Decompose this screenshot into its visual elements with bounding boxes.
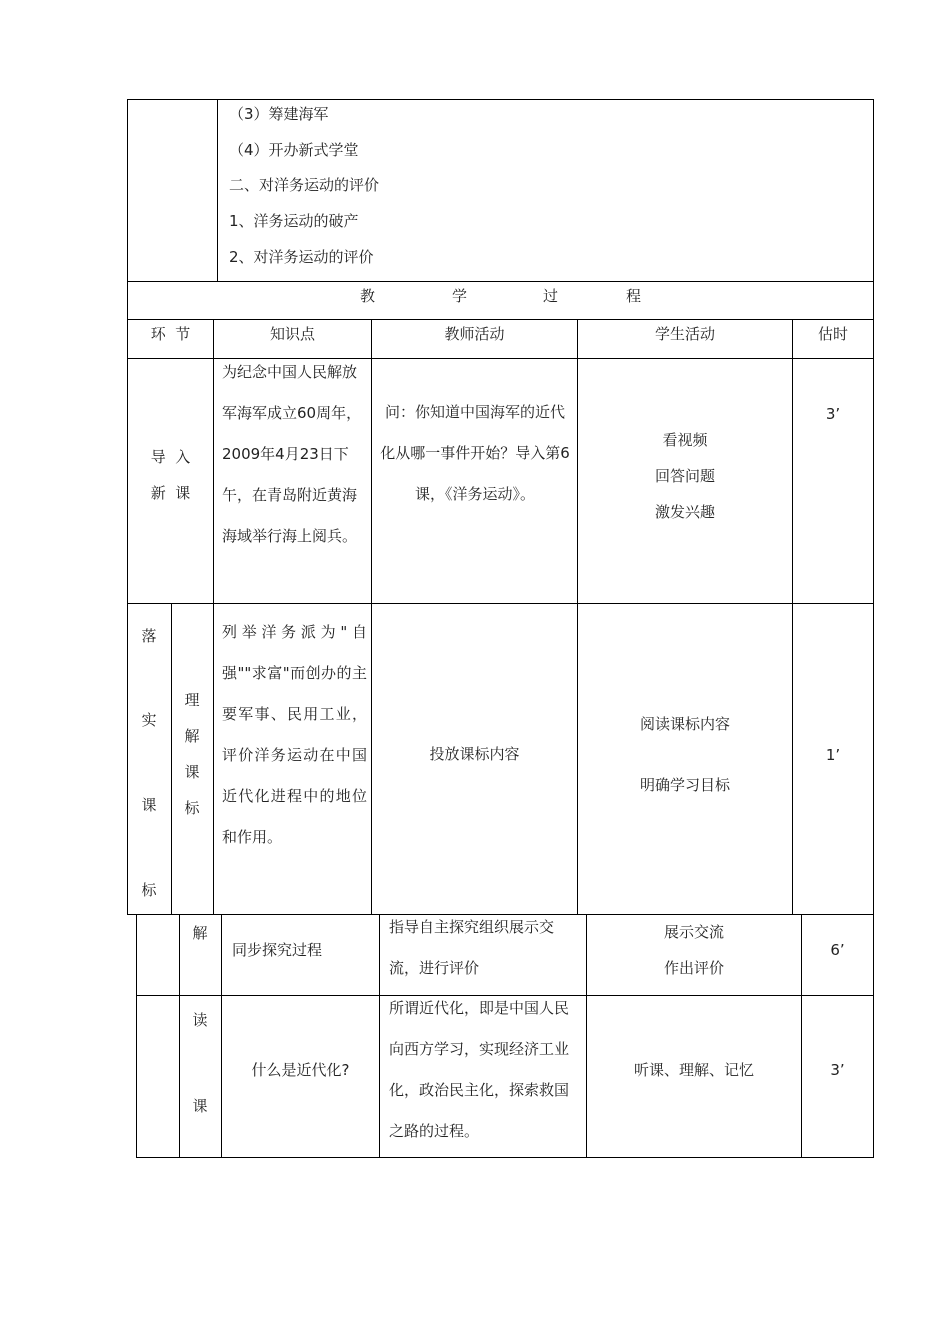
modern-time: 3’ [830, 1061, 845, 1079]
row-divider [127, 281, 874, 282]
col-divider [577, 319, 578, 915]
col-divider [179, 914, 180, 1158]
modern-student: 听课、理解、记忆 [633, 1061, 754, 1079]
stage-inner-char: 理 [184, 691, 200, 709]
outline-item: （3）筹建海军 [229, 105, 329, 123]
stage-outer-char: 落 [141, 627, 157, 645]
stage-inner-char: 课 [184, 763, 200, 781]
col-header-time: 估时 [817, 325, 848, 343]
modern-knowledge: 什么是近代化? [251, 1061, 350, 1079]
explore-teacher: 指导自主探究组织展示交流，进行评价 [389, 918, 555, 977]
col-divider [171, 603, 172, 915]
col-divider [379, 914, 380, 1158]
col-divider [586, 914, 587, 1158]
process-header-char: 程 [626, 287, 642, 305]
standard-student-line: 阅读课标内容 [639, 715, 730, 733]
process-header-char: 过 [543, 287, 559, 305]
intro-knowledge: 为纪念中国人民解放军海军成立60周年，2009年4月23日下午，在青岛附近黄海海域举行海上阅兵。 [222, 363, 362, 545]
modern-inner-char: 读 [192, 1011, 208, 1029]
outline-item: （4）开办新式学堂 [229, 141, 359, 159]
modern-teacher: 所谓近代化，即是中国人民向西方学习，实现经济工业化，政治民主化，探索救国之路的过程。 [389, 999, 570, 1140]
stage-inner-char: 解 [184, 727, 200, 745]
explore-knowledge: 同步探究过程 [232, 941, 323, 959]
col-header-knowledge: 知识点 [269, 325, 315, 343]
col-header-teacher: 教师活动 [444, 325, 505, 343]
outline-item: 2、对洋务运动的评价 [229, 248, 374, 266]
intro-stage-line2: 新 课 [150, 484, 191, 502]
col-divider [136, 914, 137, 1158]
intro-stage-line1: 导 入 [150, 448, 191, 466]
table-top-border [127, 99, 874, 100]
stage-outer-char: 课 [141, 796, 157, 814]
intro-student-line: 看视频 [662, 431, 708, 449]
intro-student-line: 激发兴趣 [654, 503, 715, 521]
intro-time: 3’ [825, 405, 841, 423]
explore-time: 6’ [830, 941, 845, 959]
table-left-border [127, 99, 128, 915]
explore-inner-char: 解 [192, 924, 208, 942]
col-divider [221, 914, 222, 1158]
stage-inner-char: 标 [184, 799, 200, 817]
standard-teacher: 投放课标内容 [429, 745, 520, 763]
col-divider [371, 319, 372, 915]
table-right-border [873, 99, 874, 1158]
row-divider [127, 603, 874, 604]
table-bottom-border [136, 1157, 874, 1158]
col-header-student: 学生活动 [654, 325, 715, 343]
col-divider [213, 319, 214, 915]
process-header-char: 学 [452, 287, 468, 305]
stage-outer-char: 实 [141, 711, 157, 729]
process-header-char: 教 [360, 287, 376, 305]
standard-time: 1’ [825, 746, 841, 764]
outline-item: 1、洋务运动的破产 [229, 212, 359, 230]
modern-inner-char: 课 [192, 1097, 208, 1115]
explore-student-line: 作出评价 [663, 959, 724, 977]
intro-teacher: 问：你知道中国海军的近代化从哪一事件开始？导入第6课，《洋务运动》。 [380, 403, 570, 503]
row-divider [127, 319, 874, 320]
col-header-stage: 环 节 [150, 325, 191, 343]
standard-knowledge: 列举洋务派为"自强""求富"而创办的主要军事、民用工业，评价洋务运动在中国近代化进程中的地位和作用。 [222, 623, 367, 846]
col-divider [217, 99, 218, 281]
standard-student-line: 明确学习目标 [639, 776, 730, 794]
explore-student-line: 展示交流 [663, 923, 724, 941]
stage-outer-char: 标 [141, 881, 157, 899]
outline-item: 二、对洋务运动的评价 [229, 176, 380, 194]
intro-student-line: 回答问题 [654, 467, 715, 485]
